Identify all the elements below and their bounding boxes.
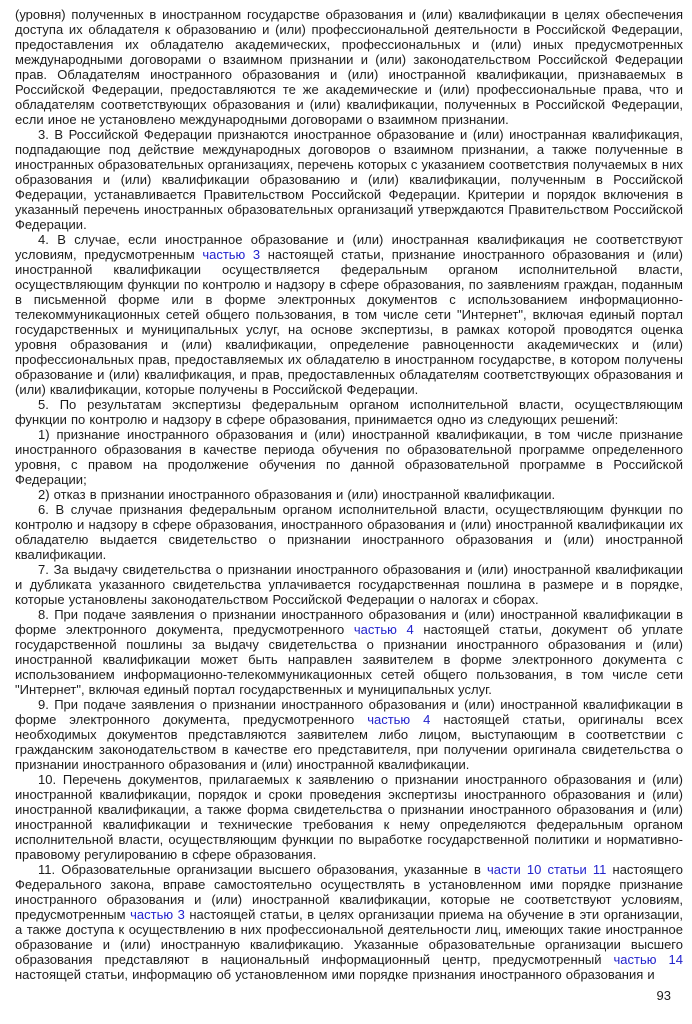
paragraph-text: 3. В Российской Федерации признаются иностранное образование и (или) иностранная квалификация, подпадающие под действие международных договоров о взаимном признании, а также полученные в иностранных образовательных организациях, перечень которых с указанием соответствия получаемых в них образования и (или) квалификации образованию и (или) квалификации, полученным в Российской Федерации, устанавливается Правительством Российской Федерации. Критерии и порядок включения в указанный перечень иностранных образовательных организаций утверждаются Правительством Российской Федерации. [15, 127, 683, 232]
page-number: 93 [656, 988, 671, 1003]
paragraph-text: настоящей статьи, в целях организации приема на обучение в эти организации, а также доступа к осуществлению в них профессиональной деятельности лиц, имеющих такие иностранное образование и (или) иностранную квалификацию. Указанные образовательные организации высшего образования представляют в национальный информационный центр, предусмотренный [15, 907, 684, 967]
paragraph-text: 11. Образовательные организации высшего образования, указанные в [38, 862, 488, 877]
paragraph-text: (уровня) полученных в иностранном государстве образования и (или) квалификации в целях обеспечения доступа их обладателя к образованию и (или) профессиональной деятельности в Российской Федерации, предоставления их обладателю академических, профессиональных и (или) иных предусмотренных международными договорами о взаимном признании и (или) законодательством Российской Федерации прав. Обладателям иностранного образования и (или) иностранной квалификации, признаваемых в Российской Федерации, предоставляются те же академические и (или) профессиональные права, что и обладателям соответствующих образования и (или) квалификации, полученных в Российской Федерации, если иное не установлено международными договорами о взаимном признании. [15, 7, 683, 127]
paragraph-text: 2) отказ в признании иностранного образования и (или) иностранной квалификации. [38, 487, 556, 502]
paragraph-text: 8. При подаче заявления о признании иностранного образования и (или) иностранной квалификации в форме электронного документа, предусмотренного [15, 607, 683, 637]
document-text [15, 7, 683, 982]
paragraph [15, 127, 683, 232]
law-reference-link[interactable]: частью 14 [613, 952, 683, 967]
paragraph-text: настоящей статьи, оригиналы всех необходимых документов представляются заявителем либо лицом, выступающим в соответствии с гражданским законодательством в качестве его представителя, при получении оригинала свидетельства о признании иностранного образования и (или) иностранной квалификации. [15, 712, 683, 772]
paragraph-text: настоящей статьи, документ об уплате государственной пошлины за выдачу свидетельства о признании иностранного образования и (или) иностранной квалификации может быть направлен заявителем в форме электронного документа с использованием информационно-телекоммуникационных сетей общего пользования, в том числе сети "Интернет", включая единый портал государственных и муниципальных услуг. [15, 622, 684, 697]
paragraph-text: 6. В случае признания федеральным органом исполнительной власти, осуществляющим функции по контролю и надзору в сфере образования, иностранного образования и (или) иностранной квалификации их обладателю выдается свидетельство о признании иностранного образования и (или) иностранной квалификации. [15, 502, 683, 562]
paragraph-text: настоящей статьи, признание иностранного образования и (или) иностранной квалификации осуществляется федеральным органом исполнительной власти, осуществляющим функции по контролю и надзору в сфере образования, по заявлениям граждан, поданным в письменной форме или в форме электронных документов с использованием информационно-телекоммуникационных сетей общего пользования, в том числе сети "Интернет", включая единый портал государственных и муниципальных услуг, на основе экспертизы, в рамках которой проводятся оценка уровня образования и (или) квалификации, определение равноценности академических и (или) профессиональных прав, предоставляемых их обладателю в иностранном государстве, в котором получены образование и (или) квалификация, и прав, предоставленных обладателям соответствующих образования и (или) квалификации, которые получены в Российской Федерации. [15, 247, 684, 397]
paragraph [15, 697, 683, 772]
paragraph-text: 7. За выдачу свидетельства о признании иностранного образования и (или) иностранной квалификации и дубликата указанного свидетельства уплачивается государственная пошлина в размере и в порядке, которые установлены законодательством Российской Федерации о налогах и сборах. [15, 562, 683, 607]
law-reference-link[interactable]: частью 3 [130, 907, 185, 922]
paragraph [15, 502, 683, 562]
paragraph-text: 5. По результатам экспертизы федеральным органом исполнительной власти, осуществляющим функции по контролю и надзору в сфере образования, принимается одно из следующих решений: [15, 397, 683, 427]
law-reference-link[interactable]: частью 3 [202, 247, 261, 262]
paragraph-text: 1) признание иностранного образования и (или) иностранной квалификации, в том числе признание иностранного образования в качестве периода обучения по образовательной программе определенного уровня, с правом на продолжение обучения по данной образовательной программе в Российской Федерации; [15, 427, 683, 487]
paragraph [15, 772, 683, 862]
law-reference-link[interactable]: частью 4 [367, 712, 431, 727]
law-reference-link[interactable]: части 10 статьи 11 [487, 862, 607, 877]
paragraph [15, 427, 683, 487]
paragraph-text: настоящего Федерального закона, вправе самостоятельно осуществлять в установленном ими порядке признание иностранного образования и (или) иностранной квалификации, которые не соответствуют условиям, предусмотренным [15, 862, 683, 922]
paragraph-text: 4. В случае, если иностранное образование и (или) иностранная квалификация не соответствуют условиям, предусмотренным [15, 232, 683, 262]
paragraph [15, 397, 683, 427]
paragraph [15, 487, 683, 502]
paragraph [15, 607, 683, 697]
paragraph-text: 9. При подаче заявления о признании иностранного образования и (или) иностранной квалификации в форме электронного документа, предусмотренного [15, 697, 683, 727]
paragraph [15, 7, 683, 127]
law-reference-link[interactable]: частью 4 [353, 622, 414, 637]
paragraph-text: настоящей статьи, информацию об установленном ими порядке признания иностранного образования и [15, 967, 655, 982]
paragraph-text: 10. Перечень документов, прилагаемых к заявлению о признании иностранного образования и (или) иностранной квалификации, порядок и сроки проведения экспертизы иностранного образования и (или) иностранной квалификации, а также форма свидетельства о признании иностранного образования и (или) иностранной квалификации и технические требования к нему определяются федеральным органом исполнительной власти, осуществляющим функции по выработке государственной политики и нормативно-правовому регулированию в сфере образования. [15, 772, 683, 862]
paragraph [15, 232, 683, 397]
paragraph [15, 562, 683, 607]
paragraph [15, 862, 683, 982]
